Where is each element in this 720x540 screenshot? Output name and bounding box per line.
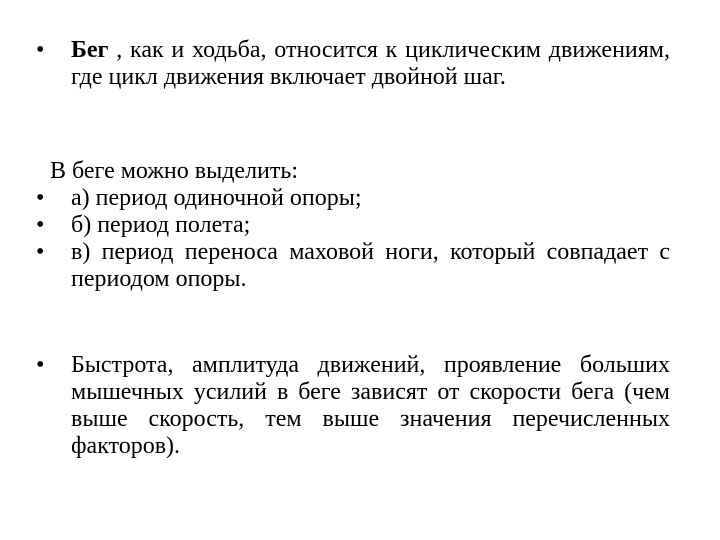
phase-item-c: в) период переноса маховой ноги, который совпадает с периодом опоры. xyxy=(71,239,670,292)
bullet-icon: • xyxy=(36,212,45,238)
bullet-icon: • xyxy=(36,185,45,211)
phases-intro: В беге можно выделить: xyxy=(50,158,298,184)
phase-item-b: б) период полета; xyxy=(71,212,251,238)
bullet-icon: • xyxy=(36,352,45,378)
section-phases xyxy=(0,158,720,293)
bullet-icon: • xyxy=(36,239,45,265)
list-item xyxy=(0,185,670,212)
list-item xyxy=(0,239,670,293)
list-item xyxy=(0,212,670,239)
definition-text: , как и ходьба, относится к циклическим движениям, где цикл движения включает двойной шаг. xyxy=(71,37,670,90)
list-item xyxy=(0,37,670,91)
section-running-definition xyxy=(0,37,720,91)
section-speed-factors xyxy=(0,352,720,460)
term-bold: Бег xyxy=(71,37,109,63)
phase-item-a: а) период одиночной опоры; xyxy=(71,185,362,211)
list-item xyxy=(0,352,670,460)
speed-factors-text: Быстрота, амплитуда движений, проявление больших мышечных усилий в беге зависят от скорости бега (чем выше скорость, тем выше значения перечисленных факторов). xyxy=(71,352,670,459)
bullet-icon: • xyxy=(36,37,45,63)
